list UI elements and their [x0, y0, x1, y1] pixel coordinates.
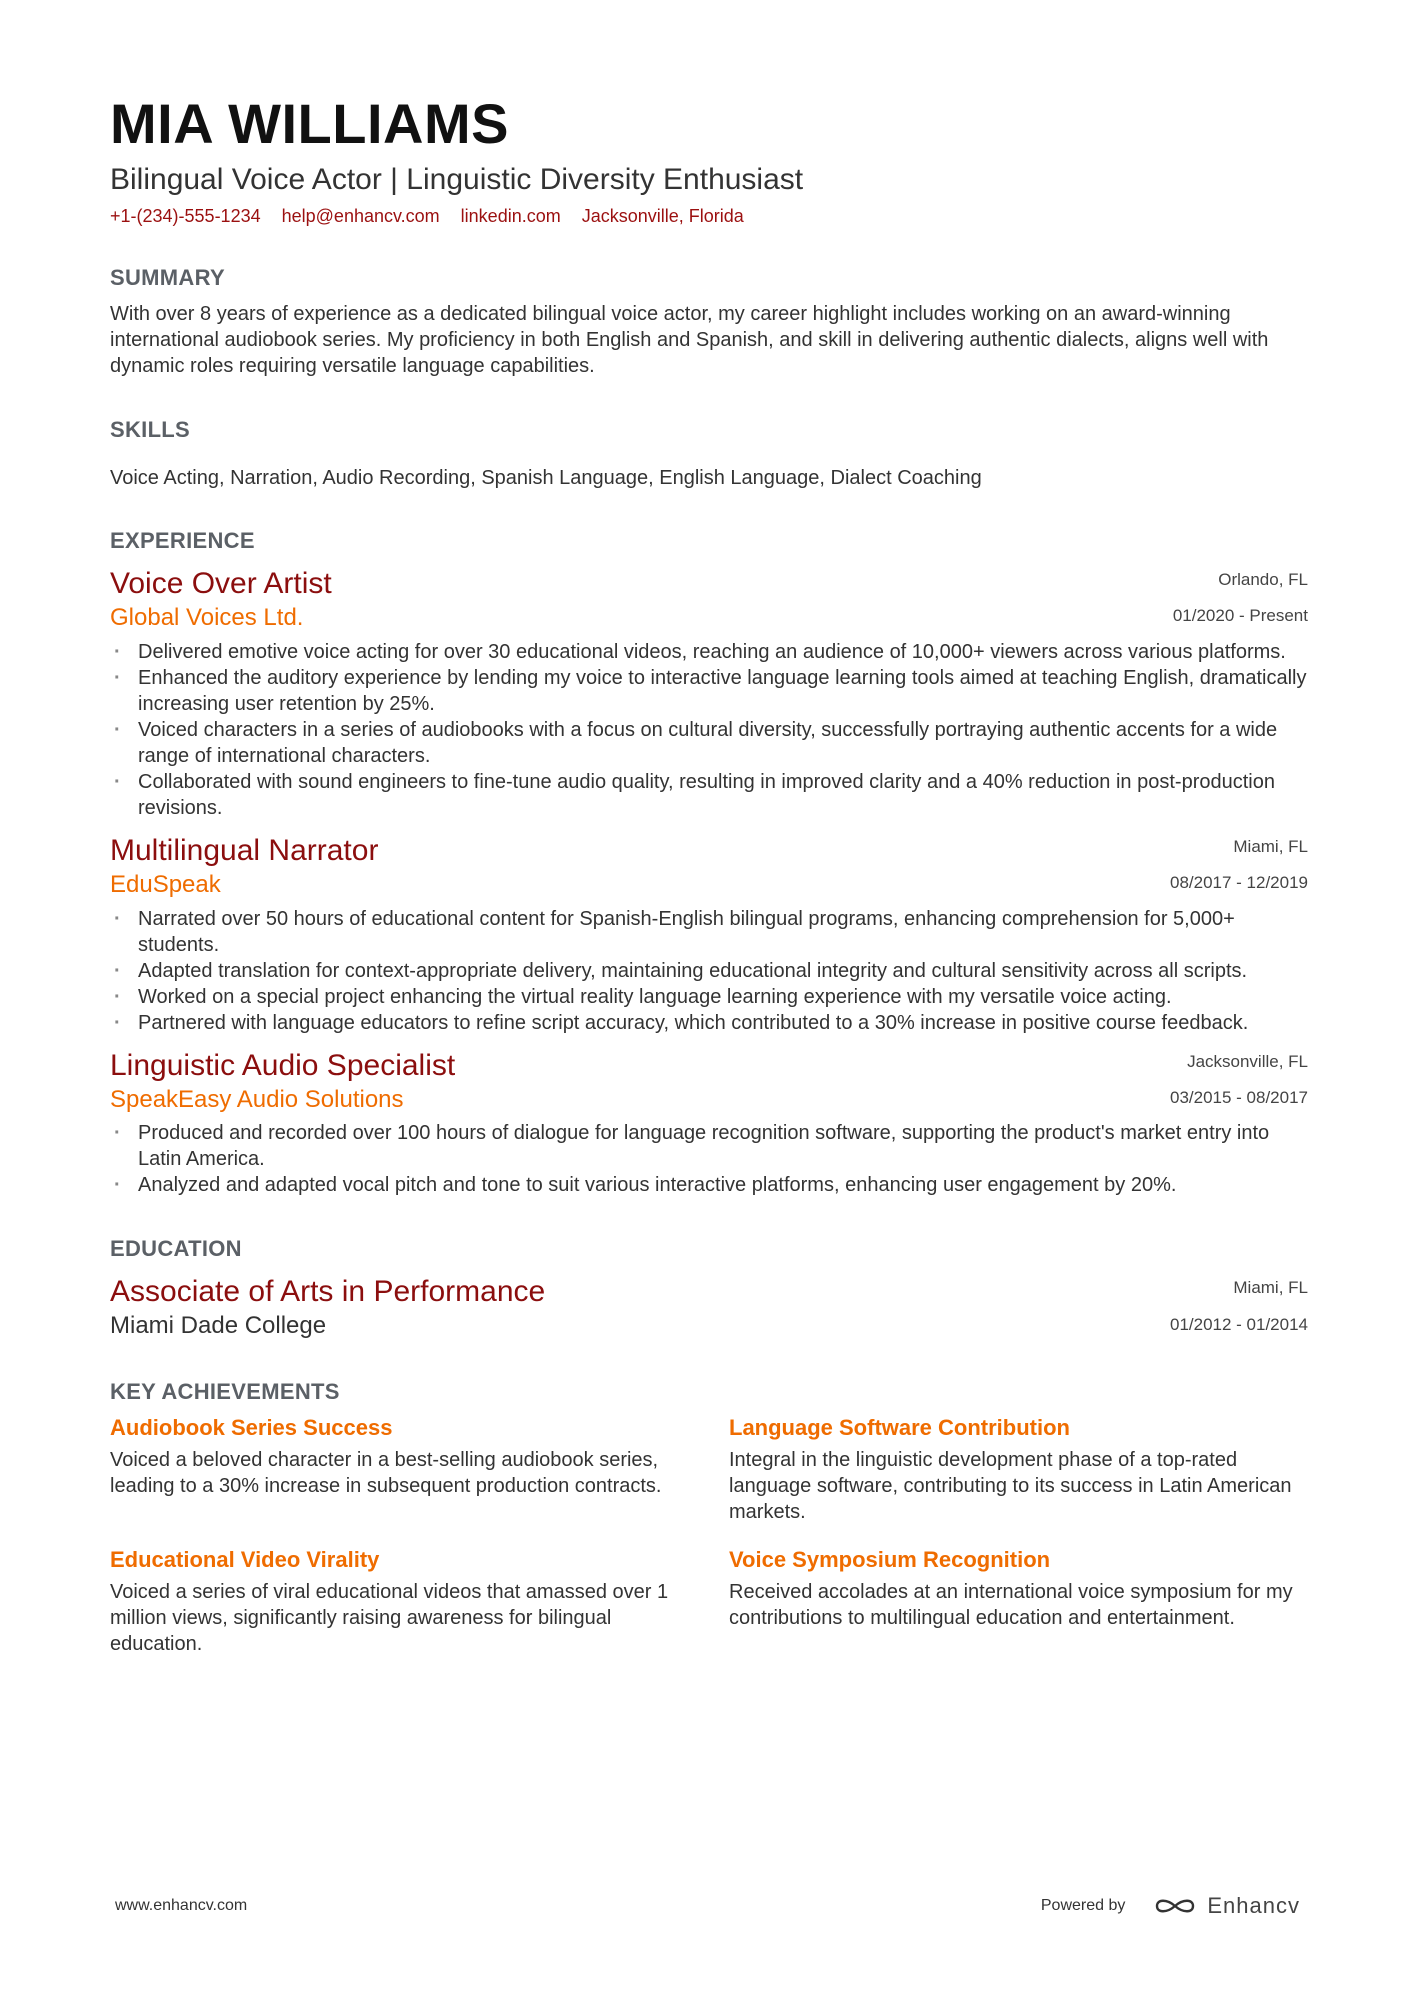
education-entry — [110, 1274, 1308, 1341]
page-footer — [115, 1893, 1300, 1919]
job-bullets — [110, 639, 1308, 821]
education-location: Miami, FL — [1233, 1278, 1308, 1298]
job-bullet: · Narrated over 50 hours of educational content for Spanish-English bilingual programs, enhancing comprehension for 5,000+ students. — [110, 906, 1308, 958]
achievements-heading: KEY ACHIEVEMENTS — [110, 1379, 340, 1405]
job-dates: 03/2015 - 08/2017 — [1169, 1087, 1308, 1107]
summary-heading: SUMMARY — [110, 265, 225, 290]
contact-linkedin[interactable]: linkedin.com — [460, 206, 561, 226]
footer-brand — [1041, 1893, 1300, 1919]
achievement-title: Audiobook Series Success — [110, 1415, 393, 1441]
contact-location: Jacksonville, Florida — [581, 206, 744, 226]
job-bullet: · Voiced characters in a series of audiobooks with a focus on cultural diversity, successfully portraying authentic accents for a wide range of international characters. — [110, 717, 1308, 769]
job-entry — [110, 1048, 1308, 1199]
job-title: Voice Over Artist — [110, 567, 332, 600]
job-location: Orlando, FL — [1218, 570, 1308, 589]
job-bullet: · Collaborated with sound engineers to fine-tune audio quality, resulting in improved clarity and a 40% reduction in post-production revisions. — [110, 769, 1308, 821]
job-company: Global Voices Ltd. — [110, 604, 304, 631]
degree-title: Associate of Arts in Performance — [110, 1275, 546, 1309]
candidate-name: MIA WILLIAMS — [110, 92, 509, 155]
school-name: Miami Dade College — [110, 1312, 327, 1340]
enhancv-logo-icon — [1153, 1894, 1197, 1918]
achievement-item — [110, 1415, 689, 1525]
job-bullet: · Analyzed and adapted vocal pitch and tone to suit various interactive platforms, enhancing user engagement by 20%. — [110, 1172, 1308, 1198]
achievement-title: Language Software Contribution — [729, 1415, 1070, 1441]
experience-heading: EXPERIENCE — [110, 528, 255, 553]
job-dates: 08/2017 - 12/2019 — [1169, 872, 1308, 892]
job-bullet: · Produced and recorded over 100 hours of dialogue for language recognition software, supporting the product's market entry into Latin America. — [110, 1120, 1308, 1172]
achievement-item — [729, 1547, 1308, 1657]
achievement-item — [110, 1547, 689, 1657]
achievement-desc: Received accolades at an international voice symposium for my contributions to multilingual education and entertainment. — [729, 1581, 1293, 1630]
contact-phone[interactable]: +1-(234)-555-1234 — [110, 206, 261, 226]
job-company: SpeakEasy Audio Solutions — [110, 1085, 404, 1113]
education-dates: 01/2012 - 01/2014 — [1169, 1314, 1308, 1334]
job-bullets — [110, 1120, 1308, 1198]
achievement-desc: Voiced a series of viral educational videos that amassed over 1 million views, significantly raising awareness for bilingual education. — [110, 1581, 669, 1656]
job-bullet: · Adapted translation for context-appropriate delivery, maintaining educational integrity and cultural sensitivity across all scripts. — [110, 958, 1308, 984]
achievement-desc: Voiced a beloved character in a best-selling audiobook series, leading to a 30% increase in subsequent production contracts. — [110, 1449, 662, 1498]
achievements-grid — [110, 1415, 1308, 1657]
resume-content — [110, 92, 1308, 1657]
education-heading: EDUCATION — [110, 1236, 242, 1262]
job-dates: 01/2020 - Present — [1172, 606, 1308, 626]
job-entry — [110, 566, 1308, 821]
achievement-title: Voice Symposium Recognition — [729, 1547, 1051, 1573]
job-bullet: · Enhanced the auditory experience by lending my voice to interactive language learning tools aimed at teaching English, dramatically increasing user retention by 25%. — [110, 665, 1308, 717]
enhancv-logo[interactable] — [1153, 1893, 1300, 1919]
enhancv-brand-text: Enhancv — [1207, 1893, 1300, 1918]
job-bullets — [110, 906, 1308, 1036]
skills-list: Voice Acting, Narration, Audio Recording, Spanish Language, English Language, Dialect Coaching — [110, 467, 982, 489]
job-location: Miami, FL — [1233, 836, 1308, 856]
job-bullet: · Delivered emotive voice acting for over 30 educational videos, reaching an audience of 10,000+ viewers across various platforms. — [110, 639, 1308, 665]
achievement-item — [729, 1415, 1308, 1525]
achievement-desc: Integral in the linguistic development phase of a top-rated language software, contributing to its success in Latin American markets. — [729, 1449, 1292, 1524]
job-title: Linguistic Audio Specialist — [110, 1048, 456, 1082]
job-bullet: · Partnered with language educators to refine script accuracy, which contributed to a 30% increase in positive course feedback. — [110, 1010, 1308, 1036]
skills-heading: SKILLS — [110, 417, 191, 442]
candidate-headline: Bilingual Voice Actor | Linguistic Diversity Enthusiast — [110, 163, 804, 196]
job-company: EduSpeak — [110, 870, 221, 898]
job-location: Jacksonville, FL — [1187, 1051, 1308, 1071]
summary-text: With over 8 years of experience as a dedicated bilingual voice actor, my career highlight includes working on an award-winning international audiobook series. My proficiency in both English and Spanish, and skill in delivering authentic dialects, aligns well with dynamic roles requiring versatile language capabilities. — [110, 303, 1269, 377]
powered-by-label: Powered by — [1040, 1897, 1126, 1914]
contact-line — [110, 206, 1308, 227]
job-bullet: · Worked on a special project enhancing the virtual reality language learning experience with my versatile voice acting. — [110, 984, 1308, 1010]
contact-email[interactable]: help@enhancv.com — [281, 206, 440, 226]
achievement-title: Educational Video Virality — [110, 1547, 380, 1573]
job-entry — [110, 833, 1308, 1036]
job-title: Multilingual Narrator — [110, 833, 379, 867]
footer-website[interactable]: www.enhancv.com — [115, 1897, 248, 1914]
